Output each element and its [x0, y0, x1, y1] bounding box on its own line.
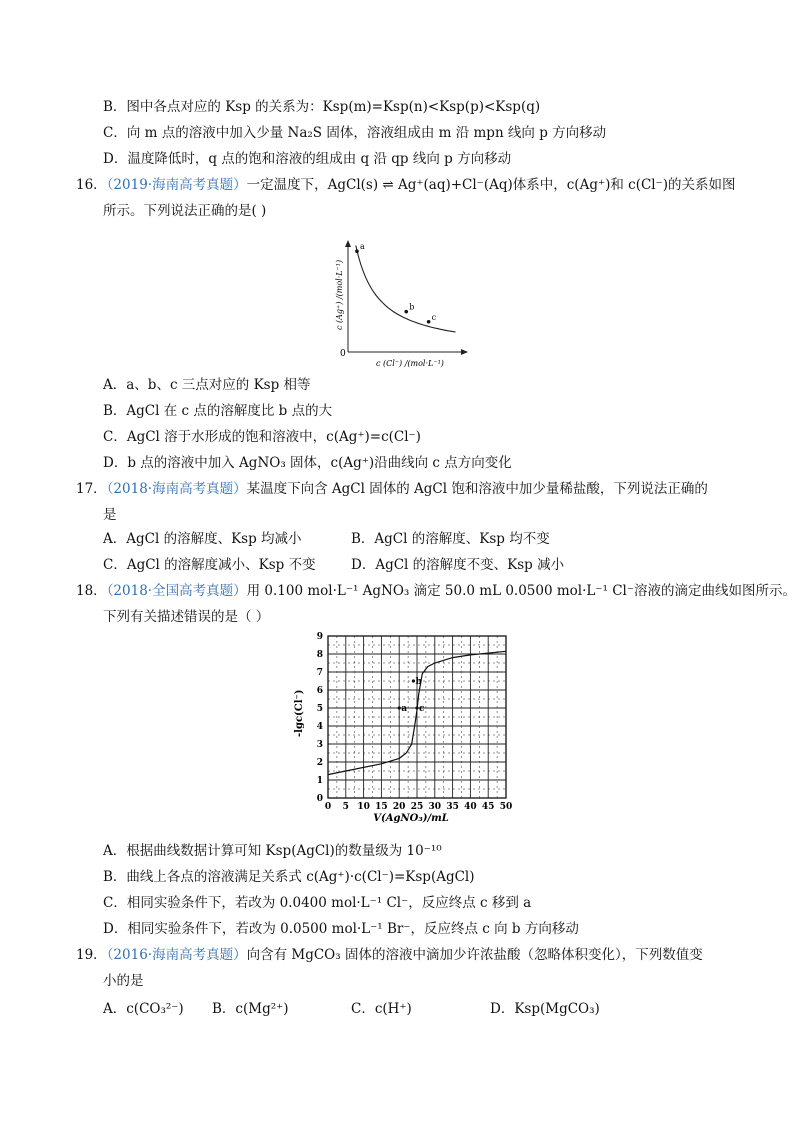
y-tick-label: 6: [316, 686, 323, 696]
q18-source: （2018·全国高考真题）: [106, 583, 247, 599]
x-tick-label: 50: [499, 802, 513, 812]
q19-number: 19．: [76, 947, 107, 963]
q15-option-b: B．图中各点对应的 Ksp 的关系为：Ksp(m)=Ksp(n)<Ksp(p)<Ksp(q): [103, 99, 541, 115]
y-tick-label: 3: [316, 740, 323, 750]
q17-option-a: A．AgCl 的溶解度、Ksp 均减小: [103, 531, 302, 547]
q19-option-b: B．c(Mg²⁺): [212, 1001, 289, 1017]
q17-stem-line2: 是: [103, 507, 117, 523]
q16-point-b: [404, 310, 408, 314]
q16-point-a: [355, 249, 359, 253]
q16-stem-line2: 所示。下列说法正确的是( ): [103, 203, 267, 219]
q17-option-b: B．AgCl 的溶解度、Ksp 均不变: [351, 531, 550, 547]
q19-stem-line2: 小的是: [103, 973, 144, 989]
x-tick-label: 15: [375, 802, 388, 812]
y-tick-label: 1: [316, 776, 323, 786]
y-tick-label: 0: [316, 794, 323, 804]
q19-option-a: A．c(CO₃²⁻): [103, 1001, 184, 1017]
q16-x-arrow-icon: [461, 349, 468, 355]
q18-stem-line1: 18．（2018·全国高考真题）用 0.100 mol·L⁻¹ AgNO₃ 滴定 50.0 mL 0.0500 mol·L⁻¹ Cl⁻溶液的滴定曲线如图所示。: [76, 583, 796, 599]
point-label-c: c: [419, 704, 425, 714]
chart-xlabel: V(AgNO₃)/mL: [373, 813, 449, 824]
q19-source: （2016·海南高考真题）: [106, 947, 247, 963]
x-tick-label: 0: [324, 802, 332, 812]
q16-point-label-a: a: [359, 242, 365, 252]
y-tick-label: 7: [316, 668, 323, 678]
q18-option-c: C．相同实验条件下，若改为 0.0400 mol·L⁻¹ Cl⁻，反应终点 c 移到 a: [103, 895, 532, 911]
q18-option-a: A．根据曲线数据计算可知 Ksp(AgCl)的数量级为 10⁻¹⁰: [103, 843, 442, 859]
q17-option-c: C．AgCl 的溶解度减小、Ksp 不变: [103, 557, 316, 573]
q18-option-b: B．曲线上各点的溶液满足关系式 c(Ag⁺)·c(Cl⁻)=Ksp(AgCl): [103, 869, 475, 885]
q16-y-arrow-icon: [345, 240, 351, 247]
q19-stem-line1: 19．（2016·海南高考真题）向含有 MgCO₃ 固体的溶液中滴加少许浓盐酸（忽略体积变化），下列数值变: [76, 947, 703, 963]
y-tick-label: 8: [316, 650, 323, 660]
q19-option-c: C．c(H⁺): [351, 1001, 412, 1017]
q16-option-c: C．AgCl 溶于水形成的饱和溶液中，c(Ag⁺)=c(Cl⁻): [103, 429, 421, 445]
y-tick-label: 2: [316, 758, 323, 768]
q16-option-b: B．AgCl 在 c 点的溶解度比 b 点的大: [103, 403, 333, 419]
x-tick-label: 20: [392, 802, 406, 812]
q16-option-a: A．a、b、c 三点对应的 Ksp 相等: [103, 377, 311, 393]
q17-stem-line1: 17．（2018·海南高考真题）某温度下向含 AgCl 固体的 AgCl 饱和溶液中加少量稀盐酸，下列说法正确的: [76, 481, 708, 497]
x-tick-label: 40: [464, 802, 477, 812]
chart-ylabel: -lgc(Cl⁻): [294, 689, 305, 737]
q16-point-label-c: c: [431, 312, 437, 322]
x-tick-label: 10: [357, 802, 370, 812]
q18-number: 18．: [76, 583, 107, 599]
q16-figure: [332, 238, 472, 372]
q16-curve: [356, 246, 456, 333]
q16-xlabel: c (Cl⁻) /(mol·L⁻¹): [376, 359, 444, 368]
chart-grid: [328, 636, 506, 798]
y-tick-label: 4: [316, 722, 323, 732]
q16-point-c: [427, 320, 431, 324]
q18-stem-line2: 下列有关描述错误的是（ ）: [103, 609, 270, 625]
x-tick-label: 35: [446, 802, 459, 812]
q19-option-d: D．Ksp(MgCO₃): [490, 1001, 600, 1017]
q17-option-d: D．AgCl 的溶解度不变、Ksp 减小: [351, 557, 565, 573]
q15-option-c: C．向 m 点的溶液中加入少量 Na₂S 固体，溶液组成由 m 沿 mpn 线向 p 方向移动: [103, 125, 607, 141]
q15-option-d: D．温度降低时，q 点的饱和溶液的组成由 q 沿 qp 线向 p 方向移动: [103, 151, 512, 167]
point-label-b: b: [415, 677, 422, 687]
x-tick-label: 25: [410, 802, 424, 812]
point-label-a: a: [401, 704, 408, 714]
y-tick-label: 9: [316, 632, 323, 642]
titration-chart: [288, 630, 520, 836]
q16-option-d: D．b 点的溶液中加入 AgNO₃ 固体，c(Ag⁺)沿曲线向 c 点方向变化: [103, 455, 512, 471]
x-tick-label: 5: [342, 802, 349, 812]
q18-option-d: D．相同实验条件下，若改为 0.0500 mol·L⁻¹ Br⁻，反应终点 c 向 b 方向移动: [103, 921, 579, 937]
q16-origin-label: 0: [340, 349, 346, 359]
q16-ylabel: c (Ag⁺) /(mol·L⁻¹): [335, 259, 344, 330]
y-tick-label: 5: [316, 704, 323, 714]
q16-number: 16．: [76, 177, 107, 193]
q16-stem-line1: 16．（2019·海南高考真题）一定温度下，AgCl(s) ⇌ Ag⁺(aq)+Cl⁻(Aq)体系中，c(Ag⁺)和 c(Cl⁻)的关系如图: [76, 177, 736, 193]
q16-source: （2019·海南高考真题）: [106, 177, 247, 193]
q17-number: 17．: [76, 481, 107, 497]
x-tick-label: 30: [428, 802, 442, 812]
x-tick-label: 45: [481, 802, 495, 812]
q17-source: （2018·海南高考真题）: [106, 481, 247, 497]
q16-point-label-b: b: [409, 302, 415, 312]
